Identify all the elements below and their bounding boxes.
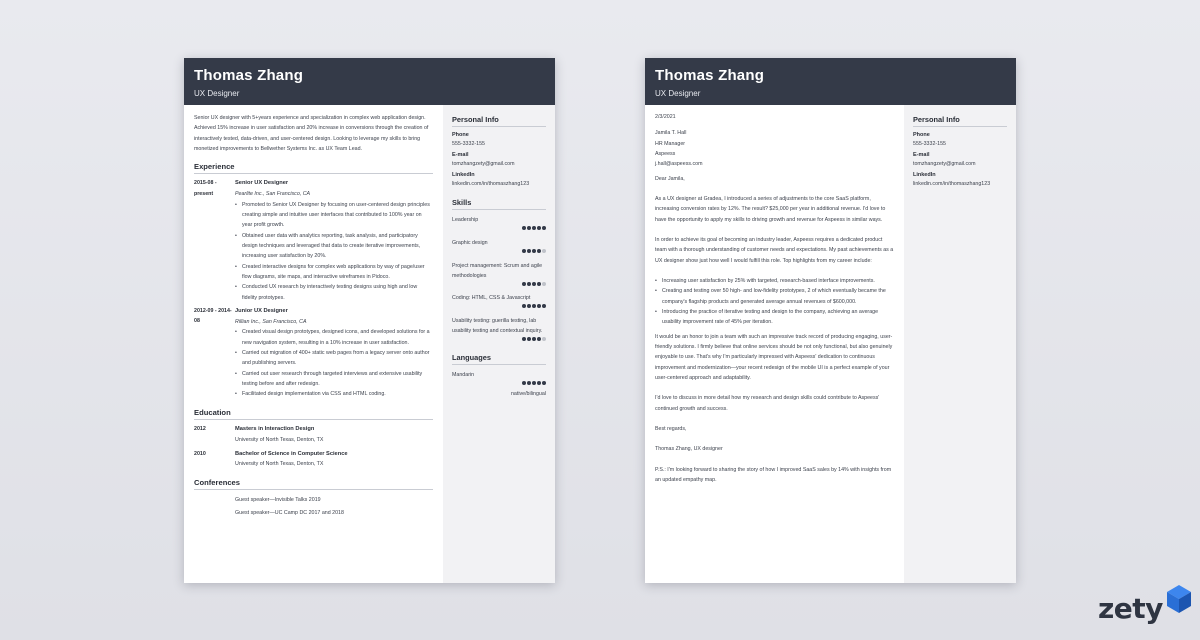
job-date: 2012-09 - 2014-08 [194,308,232,325]
education-entry [194,449,433,470]
letter-ps: P.S.: I'm looking forward to sharing the story of how I improved SaaS sales by 14% with insights from an updated empathy map. [655,466,892,483]
rating-dot [527,226,531,230]
rating-dot [532,249,536,253]
languages-heading: Languages [452,353,546,365]
skill-rating [452,304,546,312]
job-company: Pearlite Inc., San Francisco, CA [235,191,311,198]
job-entry [194,178,433,303]
letter-signature: Thomas Zhang, UX designer [655,446,723,453]
recipient-line: j.hall@aspeess.com [655,161,703,168]
rating-dot [527,282,531,286]
skill-rating [452,337,546,345]
recipient-line: HR Manager [655,140,686,147]
rating-dot [542,282,546,286]
conference-item: Guest speaker—UC Camp DC 2017 and 2018 [235,510,344,517]
job-date: 2015-08 - present [194,180,217,197]
languages-list [452,370,546,397]
education-school: University of North Texas, Denton, TX [235,461,324,468]
job-bullet: • Facilitated design implementation via CSS and HTML coding. [235,389,433,399]
linkedin-value: linkedin.com/in/thomaszhang123 [452,181,530,187]
rating-dot [522,337,526,341]
letter-closing: Best regards, [655,425,687,432]
rating-dot [537,304,541,308]
letter-bullet: • Introducing the practice of iterative testing and design to the company, achieving an average usability improvement rate of 45% per iteration. [655,307,894,328]
skills-list [452,215,546,345]
rating-dot [527,304,531,308]
rating-dot [522,304,526,308]
resume-sidebar [443,105,555,583]
recipient-line: Jamila T. Hall [655,130,687,137]
rating-dot [532,226,536,230]
skill-rating [452,282,546,290]
education-school: University of North Texas, Denton, TX [235,436,324,443]
letter-paragraph: I'd love to discuss in more detail how my research and design skills could contribute to Aspeess' continued growth and success. [655,395,880,412]
cube-icon [1165,583,1193,623]
job-entry [194,306,433,400]
job-bullet: • Promoted to Senior UX Designer by focusing on user-centered design principles creating simple and intuitive user interfaces that contributed to 100% year on year profit growth. [235,200,433,231]
rating-dot [537,226,541,230]
rating-dot [542,337,546,341]
letter-paragraph: It would be an honor to join a team with such an impressive track record of producing engaging, user-friendly solutions. I firmly believe that online services should be not only functional, but also genuinely enjoyable to use. That's why I'm particularly impressed with Aspeess' dedication to continuous improvement and modernization—your recent redesign of the mobile UI is a perfect example of your user-centered approach and adaptability. [655,333,893,381]
rating-dot [542,381,546,385]
skill-name: Leadership [452,217,479,223]
rating-dot [527,249,531,253]
skill-rating [452,226,546,234]
letter-header [645,58,1016,105]
resume-header [184,58,555,105]
rating-dot [532,381,536,385]
letter-bullet: • Increasing user satisfaction by 25% with targeted, research-based interface improvements. [655,276,894,286]
rating-dot [537,282,541,286]
job-bullet: • Created interactive designs for complex web applications by way of page/user flow diagrams, site maps, and interactive wireframes in Pidoco. [235,262,433,283]
job-bullet: • Created visual design prototypes, designed icons, and developed solutions for a new navigation system, resulting in a 10% increase in user satisfaction. [235,327,433,348]
skill-name: Coding: HTML, CSS & Javascript [452,295,531,302]
phone-label: Phone [913,132,930,138]
rating-dot [527,337,531,341]
rating-dot [532,337,536,341]
rating-dot [532,282,536,286]
cover-letter-page [645,58,1016,583]
job-company: Rillian Inc., San Francisco, CA [235,319,307,326]
job-title: Senior UX Designer [235,180,289,187]
education-date: 2012 [194,425,206,432]
education-entry [194,424,433,445]
job-title: Junior UX Designer [235,308,288,315]
phone-value: 555-3332-155 [913,141,946,147]
rating-dot [542,249,546,253]
skill-name: Usability testing: guerilla testing, lab usability testing and contextual inquiry. [452,318,543,335]
education-degree: Masters in Interaction Design [235,425,315,432]
education-degree: Bachelor of Science in Computer Science [235,450,348,457]
linkedin-label: LinkedIn [913,172,936,178]
rating-dot [537,337,541,341]
email-value: tomzhangzety@gmail.com [452,161,515,167]
language-name: Mandarin [452,371,475,378]
skill-rating [452,381,546,389]
resume-role: UX Designer [194,89,240,98]
rating-dot [532,304,536,308]
phone-label: Phone [452,132,469,138]
resume-main-column [184,105,443,583]
resume-summary: Senior UX designer with 5+years experience and specialization in complex web application design. Achieved 15% increase in user satisfaction and 20% increase in conversions through the creation of interactively tested, data-driven, and user-centered design. Looking to leverage my skills to bring monetized improvements to Bellwether Systems Inc. as UX Team Lead. [194,115,429,152]
phone-value: 555-3332-155 [452,141,485,147]
job-bullet: • Obtained user data with analytics reporting, task analysis, and participatory design techniques and leveraged that data to create iterative improvements, increasing user satisfaction by 20%. [235,231,433,262]
job-bullet: • Carried out migration of 400+ static web pages from a legacy server onto author and publishing servers. [235,348,433,369]
rating-dot [537,381,541,385]
rating-dot [522,381,526,385]
letter-bullet: • Creating and testing over 50 high- and low-fidelity prototypes, 2 of which eventually became the company's flagship products and generated average annual revenues of $600,000. [655,286,894,307]
letter-paragraph: As a UX designer at Gradea, I introduced a series of adjustments to the core SaaS platform, increasing conversion rates by 12%. The result? $25,000 per year in additional revenue. I'd love to have the opportunity to apply my skills to driving growth and revenue for Aspeess in similar ways. [655,195,886,223]
letter-sidebar [904,105,1016,583]
zety-logo [1098,583,1193,623]
letter-name: Thomas Zhang [655,67,765,84]
skill-name: Graphic design [452,239,488,246]
resume-name: Thomas Zhang [194,67,304,84]
recipient-line: Aspeess [655,150,676,157]
rating-dot [537,249,541,253]
letter-paragraph: In order to achieve its goal of becoming an industry leader, Aspeess requires a dedicated product team with a thorough understanding of customer needs and expectations. My past achievements as a UX designer show just how well I would fulfill this role. Top highlights from my career include: [655,236,894,264]
job-bullet: • Carried out user research through targeted interviews and extensive usability testing before and after redesign. [235,369,433,390]
job-bullet: • Conducted UX research by interactively testing designs using high and low fidelity prototypes. [235,282,433,303]
conference-item: Guest speaker—Invisible Talks 2019 [235,496,321,503]
personal-info-heading: Personal Info [913,115,1007,127]
personal-info-heading: Personal Info [452,115,546,127]
rating-dot [522,249,526,253]
rating-dot [522,282,526,286]
zety-logo-text: zety [1098,592,1163,625]
email-value: tomzhangzety@gmail.com [913,161,976,167]
email-label: E-mail [452,152,469,158]
skill-rating [452,249,546,257]
rating-dot [542,226,546,230]
education-heading: Education [194,408,433,420]
conferences-heading: Conferences [194,478,433,490]
rating-dot [542,304,546,308]
rating-dot [527,381,531,385]
email-label: E-mail [913,152,930,158]
skill-name: Project management: Scrum and agile methodologies [452,262,543,279]
letter-date: 2/3/2021 [655,114,676,120]
letter-role: UX Designer [655,89,701,98]
letter-body [645,105,904,583]
experience-heading: Experience [194,162,433,174]
linkedin-label: LinkedIn [452,172,475,178]
rating-dot [522,226,526,230]
education-date: 2010 [194,450,206,457]
resume-page [184,58,555,583]
language-level: native/bilingual [510,390,546,397]
skills-heading: Skills [452,198,546,210]
linkedin-value: linkedin.com/in/thomaszhang123 [913,181,991,187]
letter-greeting: Dear Jamila, [655,175,685,182]
